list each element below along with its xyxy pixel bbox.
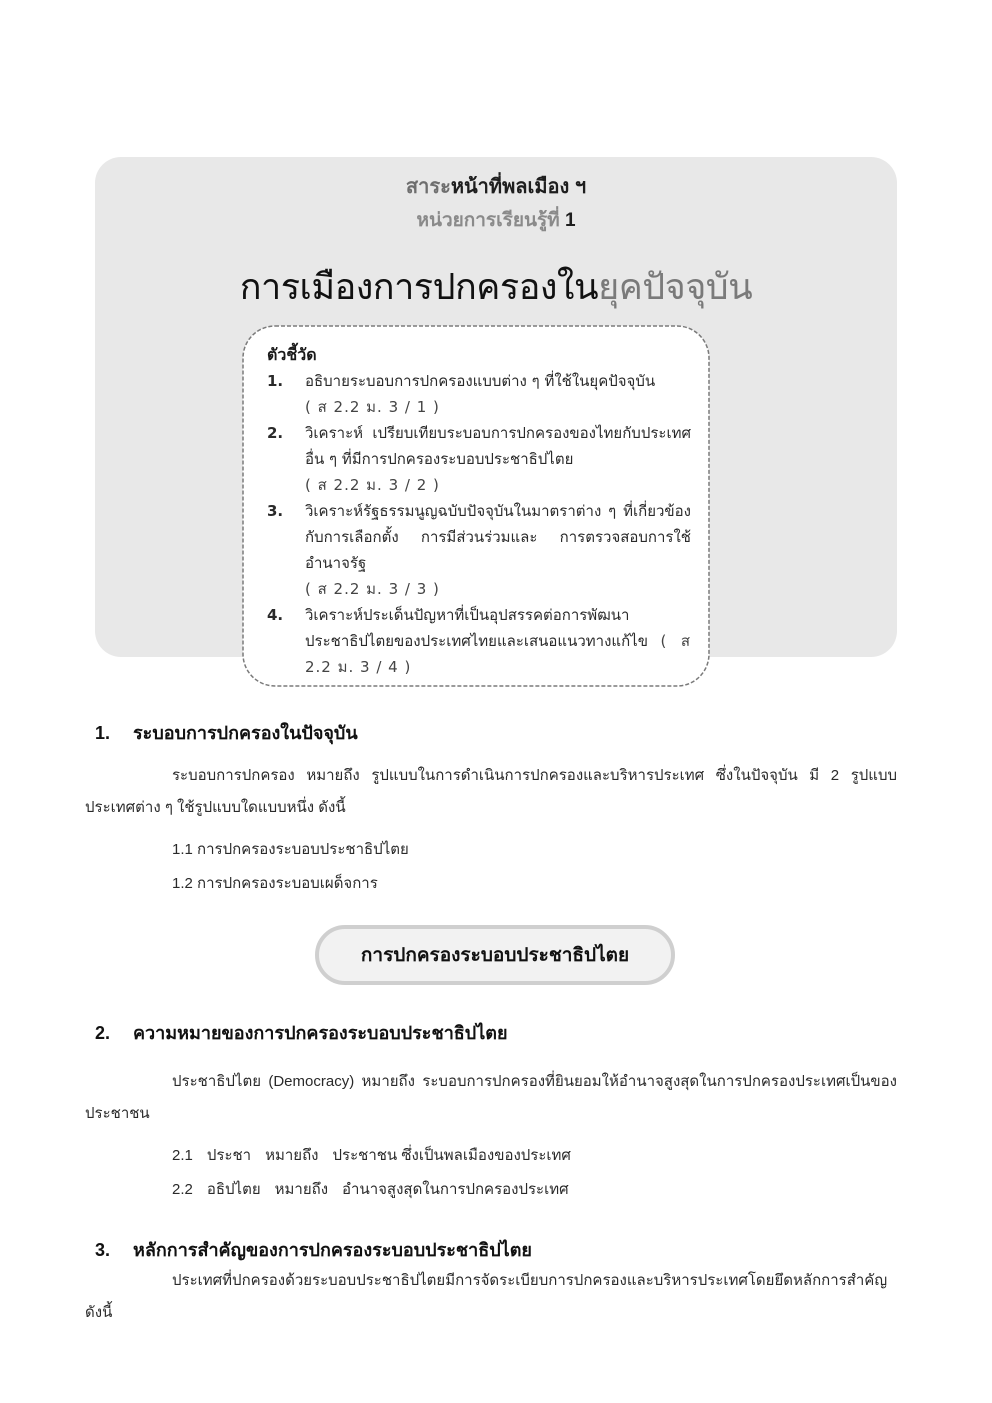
indicators-content — [267, 342, 691, 680]
section-1-item: 1.2 การปกครองระบอบเผด็จการ — [172, 875, 378, 892]
section-1-paragraph: ระบอบการปกครอง หมายถึง รูปแบบในการดำเนินการปกครองและบริหารประเทศ ซึ่งในปัจจุบัน มี 2 รูปแบบ ประเทศต่าง ๆ ใช้รูปแบบใดแบบหนึ่ง ดังนี้ — [85, 767, 897, 816]
democracy-pill-label: การปกครองระบอบประชาธิปไตย — [315, 925, 675, 985]
indicator-item: 1. อธิบายระบอบการปกครองแบบต่าง ๆ ที่ใช้ในยุคปัจจุบัน ( ส 2.2 ม. 3 / 1 ) — [267, 372, 656, 416]
indicator-item: 4. วิเคราะห์ประเด็นปัญหาที่เป็นอุปสรรคต่อการพัฒนาประชาธิปไตยของประเทศไทยและเสนอแนวทางแก้ไข ( ส 2.2 ม. 3 / 4 ) — [267, 606, 691, 676]
indicator-item: 3. วิเคราะห์รัฐธรรมนูญฉบับปัจจุบันในมาตราต่าง ๆ ที่เกี่ยวข้องกับการเลือกตั้ง การมีส่วนร่วมและ การตรวจสอบการใช้อำนาจรัฐ ( ส 2.2 ม. 3 / 3 ) — [267, 502, 691, 598]
section-2-item: 2.1 ประชา หมายถึง ประชาชน ซึ่งเป็นพลเมืองของประเทศ — [172, 1147, 571, 1164]
chapter-title: การเมืองการปกครองในยุคปัจจุบัน — [239, 266, 753, 307]
section-2-heading: 2. ความหมายของการปกครองระบอบประชาธิปไตย — [95, 1023, 508, 1043]
subject-label: สาระหน้าที่พลเมือง ฯ — [405, 176, 587, 198]
section-2-paragraph: ประชาธิปไตย (Democracy) หมายถึง ระบอบการปกครองที่ยินยอมให้อำนาจสูงสุดในการปกครองประเทศเป็นของประชาชน — [85, 1073, 897, 1122]
indicator-item: 2. วิเคราะห์ เปรียบเทียบระบอบการปกครองของไทยกับประเทศอื่น ๆ ที่มีการปกครองระบอบประชาธิปไตย ( ส 2.2 ม. 3 / 2 ) — [267, 424, 691, 494]
section-1-heading: 1. ระบอบการปกครองในปัจจุบัน — [95, 723, 358, 743]
section-2-item: 2.2 อธิปไตย หมายถึง อำนาจสูงสุดในการปกครองประเทศ — [172, 1181, 569, 1198]
indicators-heading: ตัวชี้วัด — [267, 345, 317, 364]
section-3-paragraph: ประเทศที่ปกครองด้วยระบอบประชาธิปไตยมีการจัดระเบียบการปกครองและบริหารประเทศโดยยึดหลักการสำคัญ ดังนี้ — [85, 1272, 888, 1321]
section-1-item: 1.1 การปกครองระบอบประชาธิปไตย — [172, 841, 409, 858]
section-3-heading: 3. หลักการสำคัญของการปกครองระบอบประชาธิปไตย — [95, 1240, 532, 1260]
unit-label: หน่วยการเรียนรู้ที่ 1 — [416, 210, 576, 231]
indicators-box — [237, 320, 715, 692]
